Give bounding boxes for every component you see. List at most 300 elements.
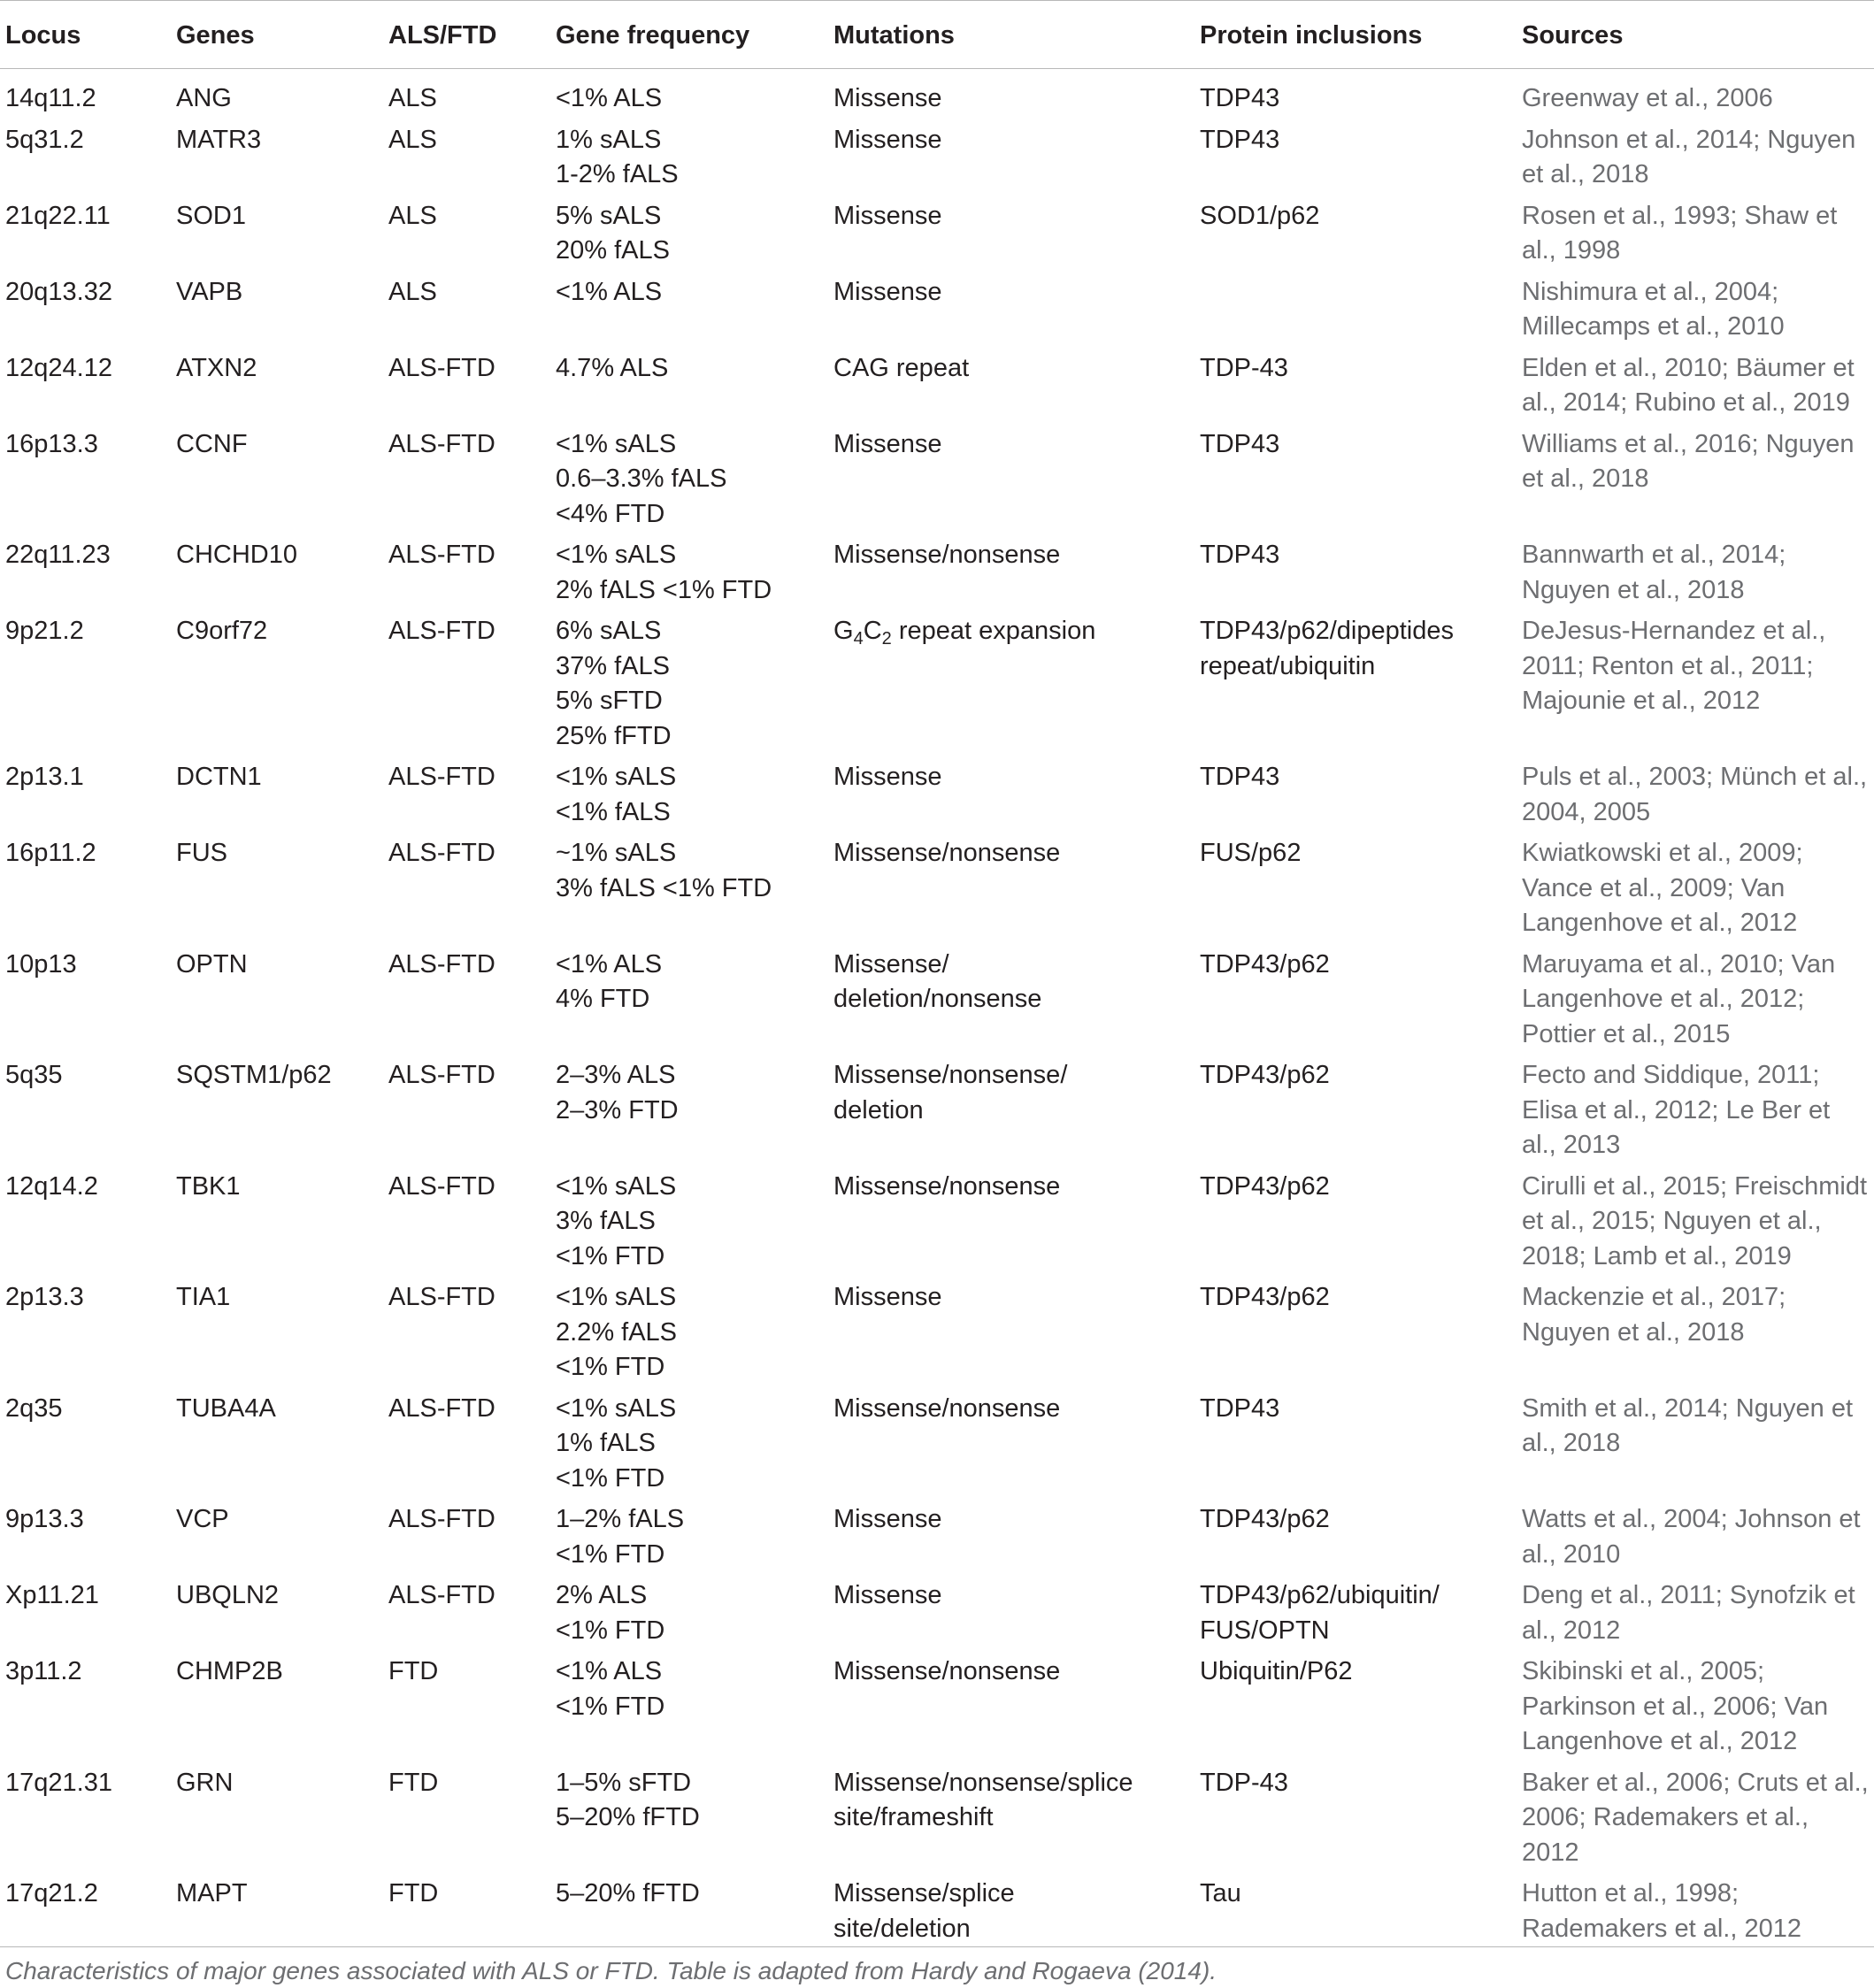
gene-cell: [171, 830, 383, 941]
header-locus: Locus: [0, 1, 171, 69]
protein-cell: [1194, 117, 1517, 193]
als-ftd-cell: [383, 1572, 550, 1648]
frequency-line: <1% ALS: [556, 275, 828, 311]
frequency-line: 2–3% FTD: [556, 1094, 828, 1129]
table-body: [0, 69, 1874, 1947]
als-ftd-cell: [383, 1274, 550, 1385]
frequency-line: <1% FTD: [556, 1462, 828, 1497]
header-row: [0, 1, 1874, 69]
frequency-line: 1-2% fALS: [556, 157, 828, 193]
header-sources: Sources: [1517, 1, 1874, 69]
table-row: [0, 532, 1874, 608]
sources-text[interactable]: Baker et al., 2006; Cruts et al., 2006; Rademakers et al., 2012: [1522, 1769, 1869, 1867]
sources-cell: [1517, 117, 1874, 193]
frequency-cell: [550, 1385, 828, 1497]
frequency-cell: [550, 941, 828, 1053]
mutation-line: deletion: [833, 1094, 1194, 1129]
gene-text: ATXN2: [176, 354, 257, 382]
table-row: [0, 269, 1874, 345]
sources-text[interactable]: Johnson et al., 2014; Nguyen et al., 2018: [1522, 126, 1855, 189]
sources-cell: [1517, 532, 1874, 608]
als-ftd-cell: [383, 117, 550, 193]
mutation-line: Missense/nonsense: [833, 836, 1194, 871]
locus-cell: [0, 1274, 171, 1385]
frequency-line: 3% fALS: [556, 1204, 828, 1240]
sources-cell: [1517, 69, 1874, 117]
gene-text: C9orf72: [176, 617, 267, 645]
gene-text: MATR3: [176, 126, 261, 154]
sources-text[interactable]: Fecto and Siddique, 2011; Elisa et al., 2012; Le Ber et al., 2013: [1522, 1061, 1830, 1159]
locus-cell: [0, 608, 171, 754]
header-gene-frequency: Gene frequency: [550, 1, 828, 69]
header-als-ftd: ALS/FTD: [383, 1, 550, 69]
als-ftd-cell: [383, 754, 550, 830]
sources-cell: [1517, 1572, 1874, 1648]
mutations-cell: [828, 69, 1194, 117]
gene-cell: [171, 421, 383, 533]
locus-text: 9p13.3: [5, 1505, 84, 1533]
locus-cell: [0, 1163, 171, 1275]
table-caption: [0, 1947, 1874, 1988]
frequency-line: 2% fALS <1% FTD: [556, 573, 828, 609]
protein-cell: [1194, 1163, 1517, 1275]
table-row: [0, 1572, 1874, 1648]
als-ftd-text: ALS: [388, 278, 437, 306]
frequency-line: 4.7% ALS: [556, 351, 828, 387]
gene-cell: [171, 754, 383, 830]
frequency-line: 25% fFTD: [556, 719, 828, 755]
sources-cell: [1517, 1163, 1874, 1275]
mutation-line: Missense/nonsense: [833, 1654, 1194, 1690]
als-ftd-cell: [383, 1760, 550, 1871]
gene-cell: [171, 193, 383, 269]
frequency-cell: [550, 1870, 828, 1947]
gene-text: TBK1: [176, 1172, 241, 1201]
frequency-cell: [550, 754, 828, 830]
protein-line: TDP43/p62: [1200, 1280, 1517, 1316]
gene-cell: [171, 1496, 383, 1572]
gene-text: VCP: [176, 1505, 229, 1533]
protein-line: TDP43/p62: [1200, 1170, 1517, 1205]
locus-cell: [0, 193, 171, 269]
locus-cell: [0, 1052, 171, 1163]
caption-end: .: [1210, 1957, 1217, 1984]
locus-cell: [0, 269, 171, 345]
protein-cell: [1194, 421, 1517, 533]
sources-text[interactable]: Cirulli et al., 2015; Freischmidt et al., 2015; Nguyen et al., 2018; Lamb et al., 2019: [1522, 1172, 1867, 1270]
protein-cell: [1194, 1648, 1517, 1760]
gene-text: OPTN: [176, 950, 248, 979]
als-ftd-cell: [383, 193, 550, 269]
mutation-line: site/frameshift: [833, 1800, 1194, 1836]
locus-text: 3p11.2: [5, 1657, 82, 1685]
frequency-line: <1% ALS: [556, 948, 828, 983]
als-ftd-text: ALS-FTD: [388, 763, 495, 791]
locus-cell: [0, 117, 171, 193]
mutation-line: Missense: [833, 199, 1194, 234]
frequency-line: 6% sALS: [556, 614, 828, 649]
sources-text[interactable]: Elden et al., 2010; Bäumer et al., 2014; Rubino et al., 2019: [1522, 354, 1855, 418]
protein-line: TDP43: [1200, 538, 1517, 573]
frequency-line: 1% fALS: [556, 1426, 828, 1462]
frequency-line: 1–2% fALS: [556, 1502, 828, 1538]
locus-text: 5q31.2: [5, 126, 84, 154]
caption-row: [0, 1947, 1874, 1988]
als-ftd-cell: [383, 941, 550, 1053]
als-ftd-cell: [383, 1496, 550, 1572]
mutations-cell: [828, 1496, 1194, 1572]
locus-text: Xp11.21: [5, 1581, 99, 1609]
mutations-cell: [828, 1760, 1194, 1871]
frequency-line: <1% sALS: [556, 427, 828, 463]
locus-text: 21q22.11: [5, 202, 111, 230]
locus-text: 9p21.2: [5, 617, 84, 645]
frequency-line: <1% FTD: [556, 1614, 828, 1649]
als-ftd-text: FTD: [388, 1769, 438, 1797]
locus-text: 2p13.1: [5, 763, 84, 791]
table-row: [0, 754, 1874, 830]
mutations-cell: [828, 1052, 1194, 1163]
gene-cell: [171, 269, 383, 345]
gene-cell: [171, 941, 383, 1053]
als-ftd-text: ALS-FTD: [388, 1505, 495, 1533]
mutations-cell: [828, 1163, 1194, 1275]
als-ftd-cell: [383, 830, 550, 941]
gene-cell: [171, 1385, 383, 1497]
als-ftd-text: ALS-FTD: [388, 430, 495, 458]
mutations-cell: [828, 1870, 1194, 1947]
gene-text: CHMP2B: [176, 1657, 283, 1685]
frequency-line: 5–20% fFTD: [556, 1800, 828, 1836]
frequency-cell: [550, 193, 828, 269]
sources-cell: [1517, 269, 1874, 345]
sources-text[interactable]: Mackenzie et al., 2017; Nguyen et al., 2018: [1522, 1283, 1786, 1347]
protein-line: TDP43: [1200, 81, 1517, 117]
mutation-line: Missense/nonsense: [833, 1392, 1194, 1427]
gene-text: CCNF: [176, 430, 248, 458]
mutations-cell: [828, 117, 1194, 193]
locus-cell: [0, 830, 171, 941]
protein-cell: [1194, 1385, 1517, 1497]
protein-line: TDP43: [1200, 123, 1517, 158]
gene-cell: [171, 1648, 383, 1760]
protein-line: SOD1/p62: [1200, 199, 1517, 234]
mutation-line: CAG repeat: [833, 351, 1194, 387]
frequency-cell: [550, 830, 828, 941]
protein-line: TDP-43: [1200, 1766, 1517, 1801]
protein-cell: [1194, 532, 1517, 608]
gene-cell: [171, 608, 383, 754]
frequency-line: <1% sALS: [556, 1280, 828, 1316]
frequency-line: 3% fALS <1% FTD: [556, 871, 828, 907]
mutation-line: Missense: [833, 1578, 1194, 1614]
mutations-cell: [828, 608, 1194, 754]
sources-text[interactable]: DeJesus-Hernandez et al., 2011; Renton et al., 2011; Majounie et al., 2012: [1522, 617, 1825, 715]
sources-text[interactable]: Maruyama et al., 2010; Van Langenhove et al., 2012; Pottier et al., 2015: [1522, 950, 1835, 1048]
table-row: [0, 1163, 1874, 1275]
table-row: [0, 1496, 1874, 1572]
protein-line: TDP43/p62: [1200, 1502, 1517, 1538]
protein-cell: [1194, 830, 1517, 941]
sources-cell: [1517, 193, 1874, 269]
als-ftd-cell: [383, 345, 550, 421]
als-ftd-cell: [383, 1163, 550, 1275]
sources-cell: [1517, 1496, 1874, 1572]
als-ftd-cell: [383, 69, 550, 117]
mutation-line: Missense: [833, 1502, 1194, 1538]
sources-text[interactable]: Nishimura et al., 2004; Millecamps et al., 2010: [1522, 278, 1785, 342]
gene-text: CHCHD10: [176, 541, 297, 569]
als-ftd-text: ALS: [388, 202, 437, 230]
table-row: [0, 345, 1874, 421]
protein-line: FUS/p62: [1200, 836, 1517, 871]
protein-line: FUS/OPTN: [1200, 1614, 1517, 1649]
gene-cell: [171, 1052, 383, 1163]
frequency-line: <1% sALS: [556, 1392, 828, 1427]
als-ftd-text: ALS-FTD: [388, 1581, 495, 1609]
mutation-line: site/deletion: [833, 1912, 1194, 1947]
als-ftd-cell: [383, 1385, 550, 1497]
als-ftd-text: ALS-FTD: [388, 950, 495, 979]
caption-link[interactable]: Hardy and Rogaeva (2014): [911, 1957, 1210, 1984]
locus-cell: [0, 1385, 171, 1497]
sources-cell: [1517, 1052, 1874, 1163]
protein-cell: [1194, 754, 1517, 830]
als-ftd-cell: [383, 1870, 550, 1947]
frequency-cell: [550, 345, 828, 421]
locus-text: 12q14.2: [5, 1172, 98, 1201]
frequency-line: <1% ALS: [556, 1654, 828, 1690]
sources-cell: [1517, 754, 1874, 830]
locus-cell: [0, 1648, 171, 1760]
frequency-line: 2–3% ALS: [556, 1058, 828, 1094]
als-ftd-text: ALS-FTD: [388, 541, 495, 569]
locus-text: 2q35: [5, 1394, 63, 1423]
als-ftd-text: ALS-FTD: [388, 1061, 495, 1089]
frequency-cell: [550, 1760, 828, 1871]
frequency-cell: [550, 1274, 828, 1385]
frequency-line: <1% sALS: [556, 538, 828, 573]
table-row: [0, 421, 1874, 533]
locus-text: 5q35: [5, 1061, 63, 1089]
frequency-line: 2% ALS: [556, 1578, 828, 1614]
mutation-c-sub: 2: [882, 629, 892, 649]
mutation-line: Missense/: [833, 948, 1194, 983]
protein-cell: [1194, 1052, 1517, 1163]
mutation-line: deletion/nonsense: [833, 982, 1194, 1017]
als-ftd-text: ALS-FTD: [388, 354, 495, 382]
table-row: [0, 117, 1874, 193]
gene-cell: [171, 1870, 383, 1947]
als-ftd-text: ALS-FTD: [388, 1283, 495, 1311]
mutation-rest: repeat expansion: [892, 617, 1096, 645]
protein-cell: [1194, 69, 1517, 117]
mutation-line: Missense: [833, 123, 1194, 158]
locus-text: 20q13.32: [5, 278, 112, 306]
mutation-line: Missense/splice: [833, 1877, 1194, 1912]
frequency-line: 0.6–3.3% fALS: [556, 462, 828, 497]
protein-line: Tau: [1200, 1877, 1517, 1912]
als-ftd-text: ALS: [388, 84, 437, 112]
protein-line: TDP43/p62/dipeptides: [1200, 614, 1517, 649]
protein-line: TDP43: [1200, 760, 1517, 795]
mutations-cell: [828, 1572, 1194, 1648]
protein-cell: [1194, 1496, 1517, 1572]
table-row: [0, 69, 1874, 117]
locus-text: 2p13.3: [5, 1283, 84, 1311]
sources-cell: [1517, 1274, 1874, 1385]
sources-cell: [1517, 1870, 1874, 1947]
als-ftd-cell: [383, 1648, 550, 1760]
sources-text[interactable]: Kwiatkowski et al., 2009; Vance et al., 2009; Van Langenhove et al., 2012: [1522, 839, 1803, 937]
table-row: [0, 830, 1874, 941]
table-row: [0, 1385, 1874, 1497]
locus-text: 16p13.3: [5, 430, 98, 458]
sources-text[interactable]: Watts et al., 2004; Johnson et al., 2010: [1522, 1505, 1861, 1569]
mutations-cell: [828, 193, 1194, 269]
mutation-line: Missense/nonsense: [833, 538, 1194, 573]
table-row: [0, 1648, 1874, 1760]
gene-cell: [171, 532, 383, 608]
frequency-line: 5% sALS: [556, 199, 828, 234]
table-row: [0, 1052, 1874, 1163]
gene-text: SQSTM1/p62: [176, 1061, 332, 1089]
table-row: [0, 193, 1874, 269]
gene-cell: [171, 1163, 383, 1275]
sources-text[interactable]: Rosen et al., 1993; Shaw et al., 1998: [1522, 202, 1837, 265]
als-ftd-cell: [383, 608, 550, 754]
gene-cell: [171, 69, 383, 117]
sources-text[interactable]: Greenway et al., 2006: [1522, 84, 1773, 112]
mutations-cell: [828, 830, 1194, 941]
frequency-line: 20% fALS: [556, 234, 828, 269]
mutation-line: Missense: [833, 81, 1194, 117]
als-ftd-cell: [383, 269, 550, 345]
table-row: [0, 941, 1874, 1053]
frequency-cell: [550, 269, 828, 345]
mutation-line: Missense: [833, 1280, 1194, 1316]
protein-cell: [1194, 1274, 1517, 1385]
sources-cell: [1517, 830, 1874, 941]
locus-cell: [0, 754, 171, 830]
sources-cell: [1517, 421, 1874, 533]
mutation-g: G: [833, 617, 854, 645]
sources-text[interactable]: Skibinski et al., 2005; Parkinson et al., 2006; Van Langenhove et al., 2012: [1522, 1657, 1828, 1755]
als-ftd-text: FTD: [388, 1879, 438, 1907]
locus-text: 14q11.2: [5, 84, 96, 112]
frequency-line: <1% sALS: [556, 760, 828, 795]
frequency-cell: [550, 1163, 828, 1275]
locus-text: 17q21.31: [5, 1769, 112, 1797]
protein-line: TDP43/p62: [1200, 948, 1517, 983]
protein-cell: [1194, 1870, 1517, 1947]
protein-line: TDP43/p62: [1200, 1058, 1517, 1094]
locus-text: 17q21.2: [5, 1879, 98, 1907]
gene-text: FUS: [176, 839, 227, 867]
gene-text: MAPT: [176, 1879, 248, 1907]
locus-cell: [0, 941, 171, 1053]
gene-text: VAPB: [176, 278, 242, 306]
locus-cell: [0, 1496, 171, 1572]
frequency-line: <1% FTD: [556, 1538, 828, 1573]
frequency-cell: [550, 1496, 828, 1572]
locus-cell: [0, 1760, 171, 1871]
mutation-line: Missense/nonsense/splice: [833, 1766, 1194, 1801]
als-ftd-cell: [383, 532, 550, 608]
sources-text[interactable]: Hutton et al., 1998; Rademakers et al., 2012: [1522, 1879, 1801, 1943]
frequency-cell: [550, 608, 828, 754]
table-row: [0, 608, 1874, 754]
frequency-line: <1% FTD: [556, 1240, 828, 1275]
locus-text: 12q24.12: [5, 354, 112, 382]
mutation-line: Missense: [833, 427, 1194, 463]
header-protein-inclusions: Protein inclusions: [1194, 1, 1517, 69]
frequency-line: <1% fALS: [556, 795, 828, 831]
protein-cell: [1194, 1760, 1517, 1871]
mutation-c: C: [864, 617, 882, 645]
sources-cell: [1517, 345, 1874, 421]
frequency-line: 5–20% fFTD: [556, 1877, 828, 1912]
frequency-cell: [550, 421, 828, 533]
sources-text[interactable]: Deng et al., 2011; Synofzik et al., 2012: [1522, 1581, 1855, 1645]
frequency-cell: [550, 1648, 828, 1760]
locus-text: 22q11.23: [5, 541, 111, 569]
frequency-cell: [550, 117, 828, 193]
protein-cell: [1194, 269, 1517, 345]
frequency-line: 1% sALS: [556, 123, 828, 158]
locus-cell: [0, 1572, 171, 1648]
protein-line: TDP43: [1200, 427, 1517, 463]
mutations-cell: [828, 532, 1194, 608]
frequency-line: 2.2% fALS: [556, 1316, 828, 1351]
locus-text: 10p13: [5, 950, 77, 979]
gene-text: TIA1: [176, 1283, 230, 1311]
sources-text[interactable]: Smith et al., 2014; Nguyen et al., 2018: [1522, 1394, 1853, 1458]
locus-cell: [0, 421, 171, 533]
gene-text: SOD1: [176, 202, 246, 230]
frequency-line: <4% FTD: [556, 497, 828, 533]
frequency-line: <1% sALS: [556, 1170, 828, 1205]
frequency-line: ~1% sALS: [556, 836, 828, 871]
als-ftd-text: ALS: [388, 126, 437, 154]
mutation-g-sub: 4: [854, 629, 864, 649]
table-row: [0, 1274, 1874, 1385]
caption-text: Characteristics of major genes associated with ALS or FTD. Table is adapted from: [5, 1957, 911, 1984]
protein-cell: [1194, 193, 1517, 269]
frequency-cell: [550, 1052, 828, 1163]
protein-cell: [1194, 941, 1517, 1053]
gene-text: GRN: [176, 1769, 233, 1797]
gene-cell: [171, 117, 383, 193]
locus-cell: [0, 345, 171, 421]
sources-text[interactable]: Williams et al., 2016; Nguyen et al., 2018: [1522, 430, 1855, 494]
locus-cell: [0, 1870, 171, 1947]
als-ftd-cell: [383, 421, 550, 533]
gene-cell: [171, 1760, 383, 1871]
frequency-line: <1% ALS: [556, 81, 828, 117]
sources-text[interactable]: Bannwarth et al., 2014; Nguyen et al., 2018: [1522, 541, 1786, 604]
mutations-cell: [828, 1648, 1194, 1760]
protein-cell: [1194, 608, 1517, 754]
table-row: [0, 1870, 1874, 1947]
sources-text[interactable]: Puls et al., 2003; Münch et al., 2004, 2005: [1522, 763, 1867, 826]
sources-cell: [1517, 1648, 1874, 1760]
frequency-line: 4% FTD: [556, 982, 828, 1017]
frequency-line: <1% FTD: [556, 1690, 828, 1725]
frequency-line: 1–5% sFTD: [556, 1766, 828, 1801]
als-ftd-cell: [383, 1052, 550, 1163]
protein-cell: [1194, 345, 1517, 421]
